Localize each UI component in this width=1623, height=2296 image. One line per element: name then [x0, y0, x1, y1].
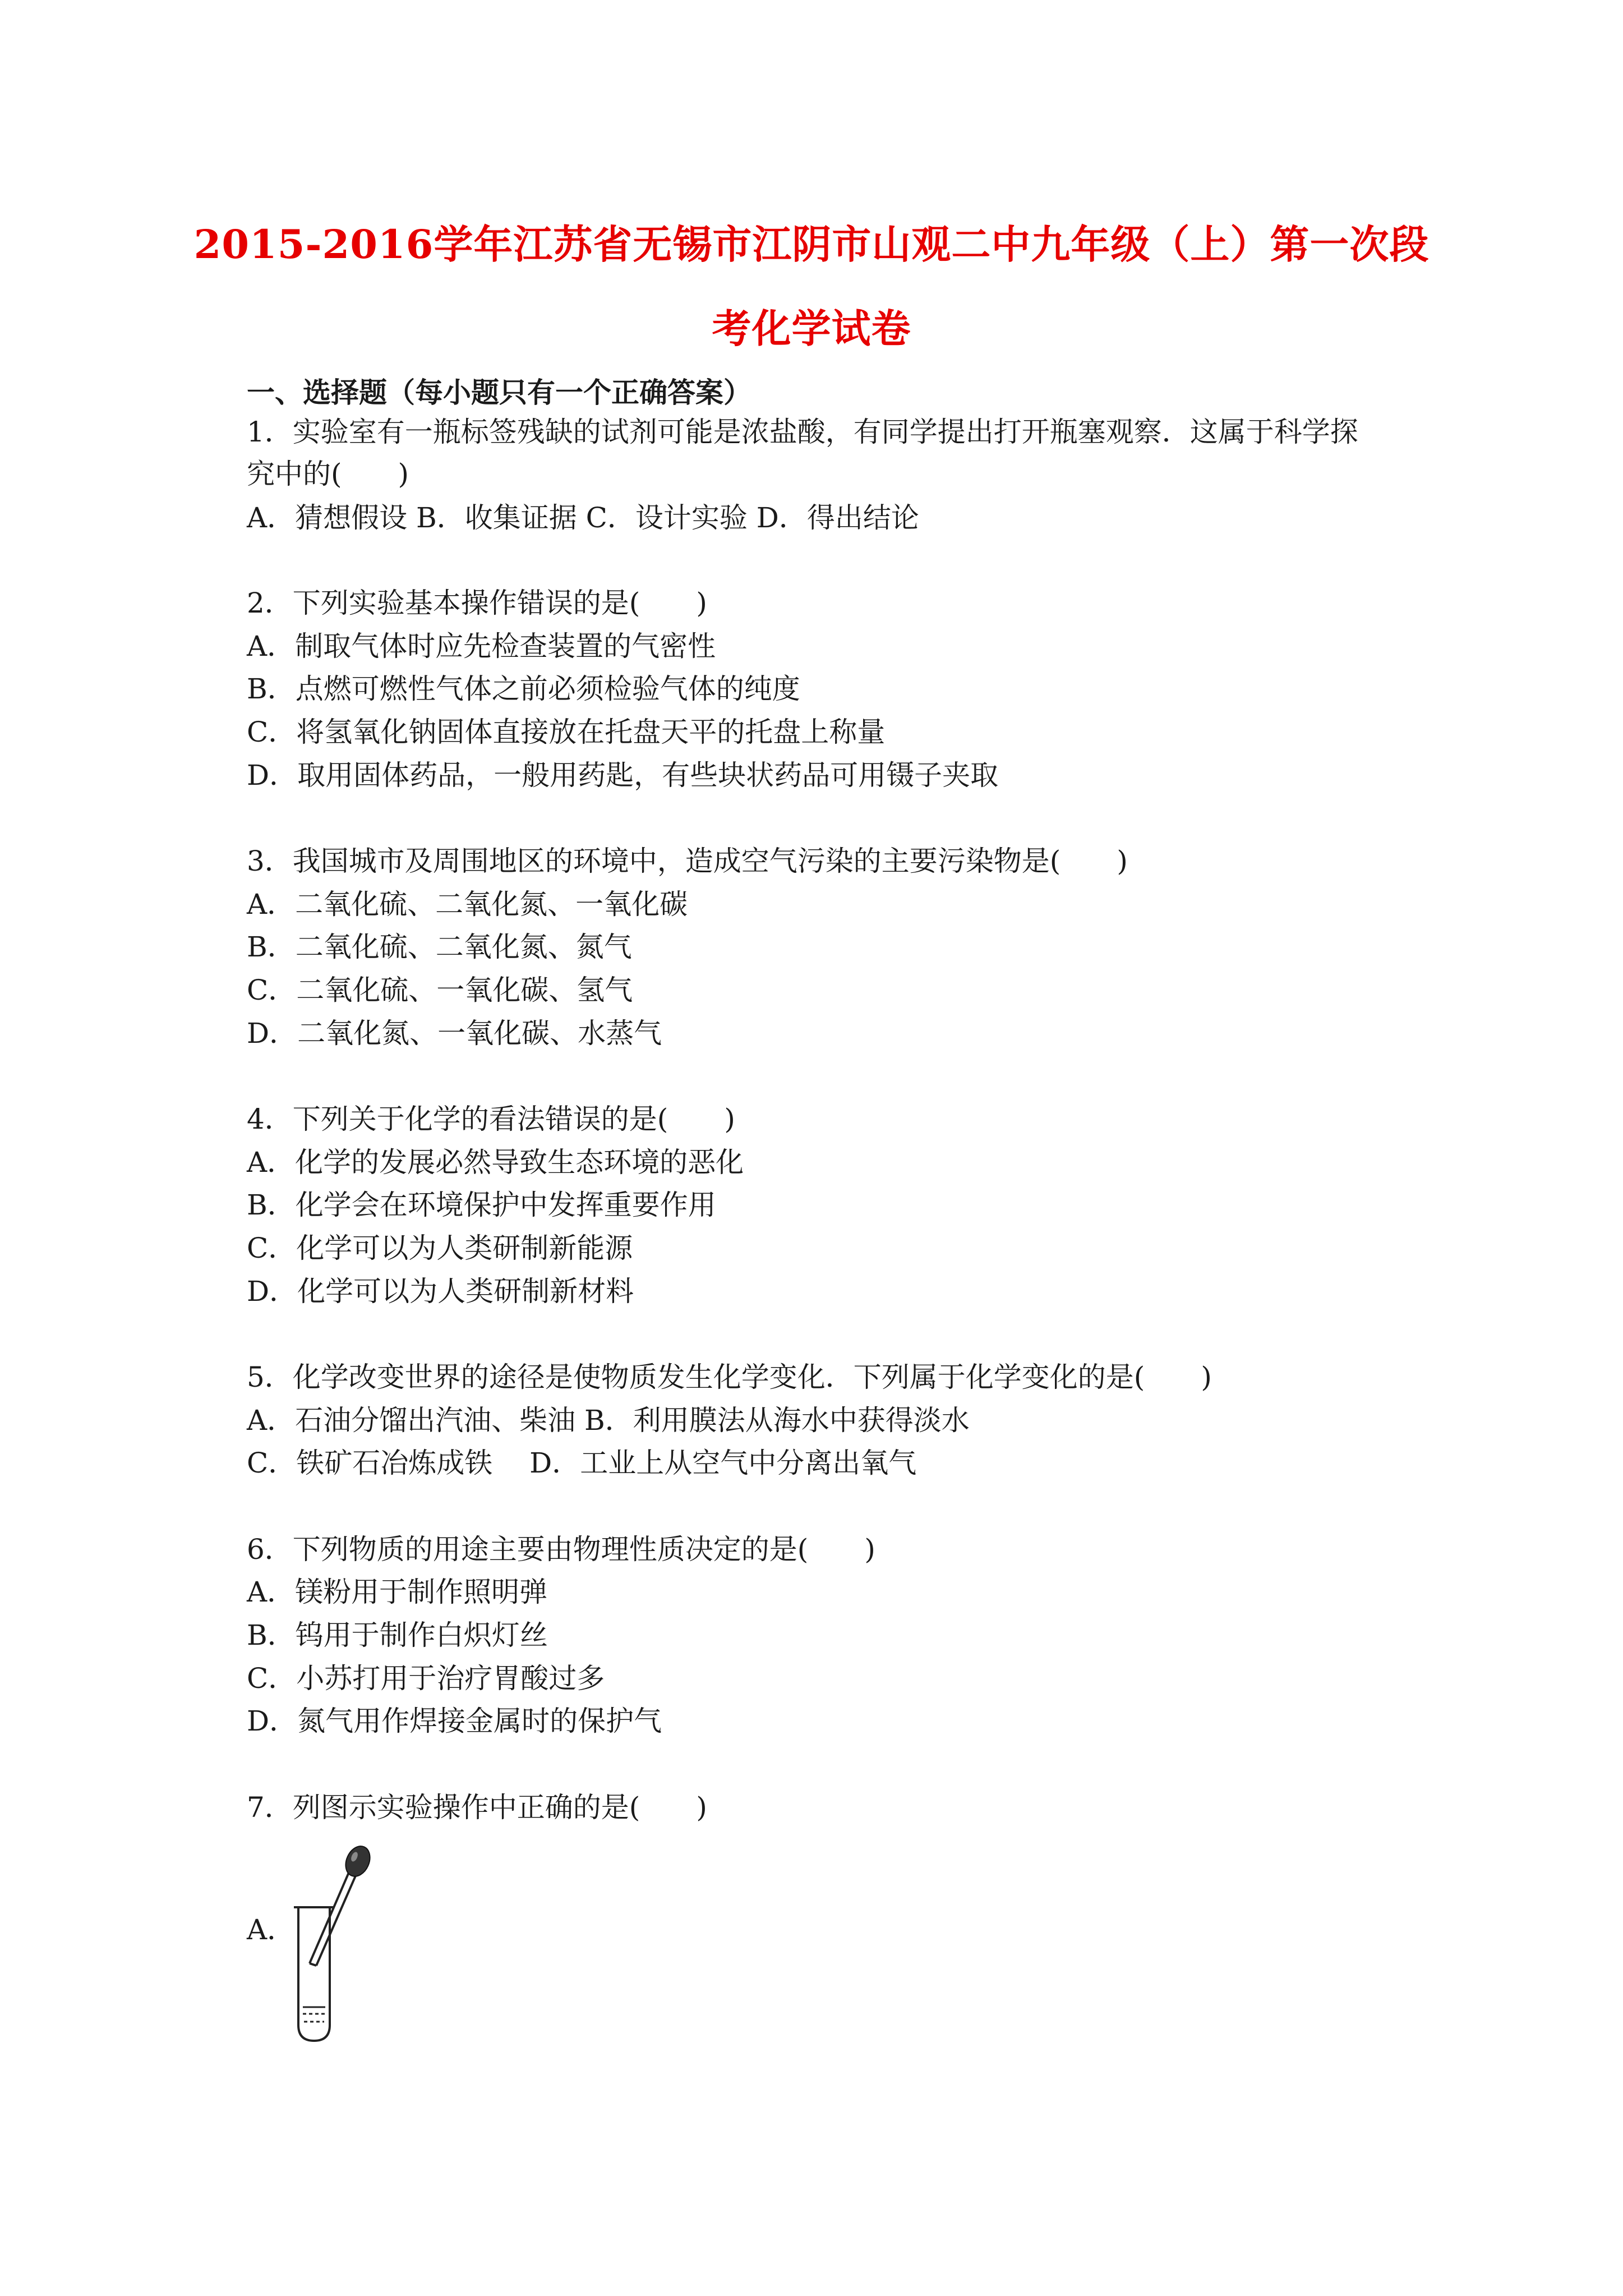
- q5-options-ab: A．石油分馏出汽油、柴油 B．利用膜法从海水中获得淡水: [247, 1404, 970, 1437]
- q7-stem: 7．列图示实验操作中正确的是( ): [247, 1791, 707, 1824]
- q6-option-d: D．氮气用作焊接金属时的保护气: [247, 1705, 662, 1737]
- q2-option-c: C．将氢氧化钠固体直接放在托盘天平的托盘上称量: [247, 716, 886, 748]
- q6-option-a: A．镁粉用于制作照明弹: [247, 1576, 548, 1608]
- dropper-into-test-tube-figure: [286, 1829, 387, 2055]
- q4-option-d: D．化学可以为人类研制新材料: [247, 1275, 634, 1308]
- liquid-in-tube: [303, 2007, 325, 2022]
- section-heading: 一、选择题（每小题只有一个正确答案）: [247, 376, 751, 409]
- q2-option-a: A．制取气体时应先检查装置的气密性: [247, 630, 716, 662]
- q5-options-cd: C．铁矿石冶炼成铁 D．工业上从空气中分离出氧气: [247, 1447, 917, 1479]
- q1-stem-line-2: 究中的( ): [247, 458, 409, 490]
- q3-option-a: A．二氧化硫、二氧化氮、一氧化碳: [247, 888, 688, 921]
- q5-stem: 5．化学改变世界的途径是使物质发生化学变化．下列属于化学变化的是( ): [247, 1361, 1212, 1393]
- q2-stem: 2．下列实验基本操作错误的是( ): [247, 587, 707, 619]
- dropper: [310, 1872, 356, 1966]
- dropper-bulb: [341, 1842, 374, 1880]
- q6-stem: 6．下列物质的用途主要由物理性质决定的是( ): [247, 1533, 875, 1566]
- q2-option-b: B．点燃可燃性气体之前必须检验气体的纯度: [247, 673, 800, 705]
- q4-option-c: C．化学可以为人类研制新能源: [247, 1232, 633, 1264]
- q4-option-a: A．化学的发展必然导致生态环境的恶化: [247, 1146, 744, 1179]
- exam-title-line-2: 考化学试卷: [712, 305, 911, 352]
- q1-stem-line-1: 1．实验室有一瓶标签残缺的试剂可能是浓盐酸，有同学提出打开瓶塞观察．这属于科学探: [247, 416, 1358, 448]
- q4-option-b: B．化学会在环境保护中发挥重要作用: [247, 1189, 716, 1221]
- q3-option-d: D．二氧化氮、一氧化碳、水蒸气: [247, 1017, 662, 1050]
- test-tube: [294, 1907, 334, 2041]
- q7-option-a-label: A．: [247, 1913, 296, 1946]
- q2-option-d: D．取用固体药品，一般用药匙，有些块状药品可用镊子夹取: [247, 759, 999, 792]
- q6-option-b: B．钨用于制作白炽灯丝: [247, 1619, 548, 1651]
- q6-option-c: C．小苏打用于治疗胃酸过多: [247, 1662, 605, 1695]
- exam-title-line-1: 2015-2016学年江苏省无锡市江阴市山观二中九年级（上）第一次段: [193, 221, 1430, 268]
- q4-stem: 4．下列关于化学的看法错误的是( ): [247, 1103, 735, 1135]
- q3-option-b: B．二氧化硫、二氧化氮、氮气: [247, 931, 632, 963]
- q3-stem: 3．我国城市及周围地区的环境中，造成空气污染的主要污染物是( ): [247, 845, 1128, 877]
- q3-option-c: C．二氧化硫、一氧化碳、氢气: [247, 974, 633, 1006]
- q1-options: A．猜想假设 B．收集证据 C．设计实验 D．得出结论: [247, 501, 919, 534]
